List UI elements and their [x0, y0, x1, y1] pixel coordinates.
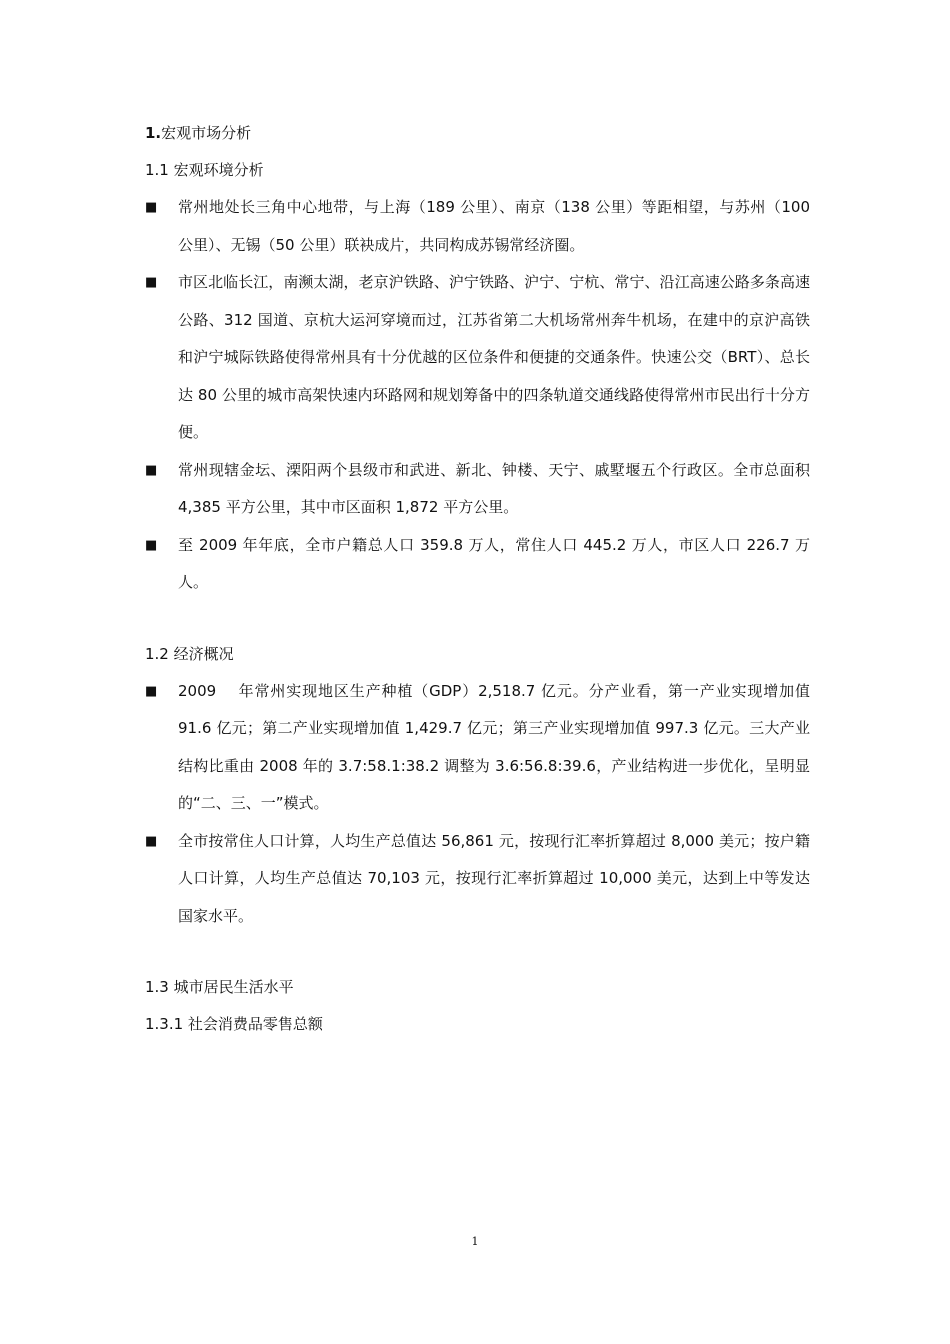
bullet-item-population: [145, 527, 810, 602]
bullet-item-gdp: [145, 673, 810, 823]
heading-1: [145, 120, 810, 146]
heading-1-number: 1.: [145, 124, 162, 142]
bullet-square-icon: ■: [145, 833, 158, 849]
heading-1-2: 1.2 经济概况: [145, 644, 234, 663]
bullet-square-icon: ■: [145, 683, 158, 699]
bullet-item-transport: [145, 264, 810, 452]
bullet-text: 常州地处长三角中心地带，与上海（189 公里）、南京（138 公里）等距相望，与苏州（100 公里）、无锡（50 公里）联袂成片，共同构成苏锡常经济圈。: [178, 198, 810, 254]
bullet-square-icon: ■: [145, 200, 158, 215]
bullet-text: 2009 年常州实现地区生产种植（GDP）2,518.7 亿元。分产业看，第一产业实现增加值 91.6 亿元；第二产业实现增加值 1,429.7 亿元；第三产业实现增加值 997.3 亿元。三大产业结构比重由 2008 年的 3.7:58.1:38.2 调整为 3.6:56.8:39.6，产业结构进一步优化，呈明显的“二、三、一”模式。: [178, 681, 810, 812]
bullet-text: 全市按常住人口计算，人均生产总值达 56,861 元，按现行汇率折算超过 8,000 美元；按户籍人口计算，人均生产总值达 70,103 元，按现行汇率折算超过 10,000 美元，达到上中等发达国家水平。: [178, 831, 810, 925]
bullet-item-location: [145, 189, 810, 264]
bullet-square-icon: ■: [145, 537, 158, 553]
bullet-text: 市区北临长江，南濒太湖，老京沪铁路、沪宁铁路、沪宁、宁杭、常宁、沿江高速公路多条高速公路、312 国道、京杭大运河穿境而过，江苏省第二大机场常州奔牛机场，在建中的京沪高铁和沪宁城际铁路使得常州具有十分优越的区位条件和便捷的交通条件。快速公交（BRT）、总长达 80 公里的城市高架快速内环路网和规划筹备中的四条轨道交通线路使得常州市民出行十分方便。: [178, 273, 810, 441]
heading-1-3-1: 1.3.1 社会消费品零售总额: [145, 1015, 323, 1033]
heading-1-1: 1.1 宏观环境分析: [145, 161, 264, 179]
bullet-text: 常州现辖金坛、溧阳两个县级市和武进、新北、钟楼、天宁、戚墅堰五个行政区。全市总面积 4,385 平方公里，其中市区面积 1,872 平方公里。: [178, 460, 810, 516]
bullet-item-per-capita: [145, 823, 810, 936]
bullet-square-icon: ■: [145, 275, 158, 290]
bullet-square-icon: ■: [145, 462, 158, 478]
page-number: 1: [471, 1235, 479, 1248]
heading-1-title: 宏观市场分析: [161, 124, 252, 142]
heading-1-3: 1.3 城市居民生活水平: [145, 978, 294, 996]
bullet-text: 至 2009 年年底，全市户籍总人口 359.8 万人，常住人口 445.2 万人，市区人口 226.7 万人。: [178, 535, 810, 591]
document-body: [145, 120, 810, 1037]
bullet-item-districts: [145, 452, 810, 527]
